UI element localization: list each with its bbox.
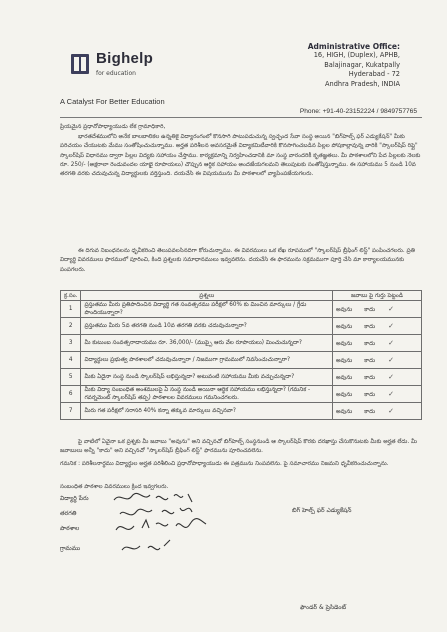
row-answer[interactable] xyxy=(333,403,422,420)
no-option[interactable]: కాదు xyxy=(364,391,376,398)
row-answer[interactable] xyxy=(333,386,422,403)
row-answer[interactable] xyxy=(333,352,422,369)
table-row xyxy=(61,352,422,369)
office-line: 16, HIGH, (Duplex), APHB, xyxy=(313,51,400,60)
table-row xyxy=(61,335,422,352)
row-question: మీ కుటుంబ సంవత్సరాదాయము రూ. 36,000/- (ముప్పై ఆరు వేల రూపాయలు) మించుచున్నదా? xyxy=(81,335,333,352)
checkmark-icon: ✓ xyxy=(388,406,394,415)
no-option[interactable]: కాదు xyxy=(364,408,376,415)
school-label: పాఠశాల xyxy=(60,525,80,532)
letter-paragraph-2: ఈ దిగువ నిబంధనలను ధృవీకరించి తెలుపవలసినదిగా కోరుచున్నాము. ఈ వివరములు ఒక లేఖ రూపములో "స్కాలర్‌షిప్ బ్రీఫింగ్ లిస్ట్" పంపించగలరు. ప్రతి విద్యార్థి వివరములు ఫారములో పూరించి, కింది ప్రశ్నలకు సమాధానములు ఇవ్వవలెను. దయచేసి ఈ ఫారమును సక్రమముగా పూర్తి చేసి మా కార్యాలయమునకు పంపగలరు. xyxy=(60,248,415,273)
office-title: Administrative Office: xyxy=(307,42,400,51)
row-question: మీకు ఏదైనా సంస్థ నుండి స్కాలర్‌షిప్ లభిస్తున్నదా? అటువంటి సహాయము మీకు వచ్చుచున్నదా? xyxy=(81,369,333,386)
table-row xyxy=(61,369,422,386)
row-question: మీకు విద్యా సంబంధిత అంశములపై ఏ సంస్థ నుండి అయినా ఆర్థిక సహాయము లభిస్తున్నదా? (గమనిక - గవర్నమెంట్ స్కాలర్‌షిప్ తప్ప) పాఠశాలల వివరములు గమనించగలరు. xyxy=(81,386,333,403)
header-divider xyxy=(60,117,422,118)
brand-name: Bighelp xyxy=(96,50,154,67)
brand-subtitle: for education xyxy=(96,70,136,77)
no-option[interactable]: కాదు xyxy=(364,340,376,347)
organization-label: బిగ్ హెల్ప్ ఫర్ ఎడ్యుకేషన్ xyxy=(292,507,352,514)
table-header-row xyxy=(61,291,422,301)
letter-paragraph-1: భారతదేశములోని అనేక బాలబాలికల ఉన్నతికై విద్యారంగంలో కొనసాగి పాటుపడుచున్న స్వచ్ఛంద సేవా సంస్థ అయిన "బిగ్‌హెల్ప్ ఫర్ ఎడ్యుకేషన్" మీకు పరిచయం చేయుటకు మేము సంతోషించుచున్నాము. అర్హత పరిశీలన అవసరమైతే విద్యాకమిటీవారికి కొనసాగించబడిన పిల్లల పోషకాల్లావున్న వారికి "స్కాలర్‌షిప్ రిప్లై" స్కాలర్‌షిప్ విధానము ద్వారా పిల్లల విద్యకు సహాయం చేస్తాము. కార్యక్రమాన్ని నిర్వహించడానికి మా సంస్థ వారందరికీ కృతజ్ఞతలు. మీ పాఠశాలలోని పేద పిల్లలకు నెలకు రూ. 250/- (అక్షరాలా రెండువందల యాభై రూపాయలు) చొప్పున ఆర్థిక సహాయం అందజేయగలమని తెలుపుటకు సంతోషిస్తున్నాము. ఈ సహాయము 5 నుండి 10వ తరగతి వరకు చదువుచున్న విద్యార్థులకు వర్తిస్తుంది. దయచేసి ఈ విషయమును మీ పాఠశాలలో వ్యాపింపజేయగలరు. xyxy=(60,134,421,178)
yes-option[interactable]: అవును xyxy=(336,408,353,415)
table-row xyxy=(61,318,422,335)
no-option[interactable]: కాదు xyxy=(364,374,376,381)
row-number: 5 xyxy=(61,369,81,386)
row-answer[interactable] xyxy=(333,301,422,318)
row-number: 7 xyxy=(61,403,81,420)
checkmark-icon: ✓ xyxy=(388,304,394,313)
yes-option[interactable]: అవును xyxy=(336,323,353,330)
col-header-sn: క్ర.సం. xyxy=(61,291,81,301)
row-answer[interactable] xyxy=(333,335,422,352)
table-row xyxy=(61,301,422,318)
no-option[interactable]: కాదు xyxy=(364,357,376,364)
table-row xyxy=(61,403,422,420)
book-logo-icon xyxy=(70,52,90,76)
class-label: తరగతి xyxy=(60,510,77,517)
handwritten-entries-signature xyxy=(112,490,222,560)
salutation: ప్రియమైన ప్రధానోపాధ్యాయుడు లేక గ్రామాధికారి, xyxy=(60,124,166,130)
row-question: ప్రస్తుతము మీరు 5వ తరగతి నుండి 10వ తరగతి వరకు చదువుచున్నారా? xyxy=(81,318,333,335)
yes-option[interactable]: అవును xyxy=(336,391,353,398)
checkmark-icon: ✓ xyxy=(388,389,394,398)
note-paragraph: గమనిక : పరిశీలనార్థము విద్యార్థుల అర్హత పరిశీలించి ప్రధానోపాధ్యాయుడు ఈ పత్రమును నింపవలెను. పై సమాచారము నిజమని ధృవీకరించుచున్నాను. xyxy=(60,461,389,467)
founder-label: ఫౌండర్ & ప్రెసిడెంట్ xyxy=(300,604,347,611)
row-answer[interactable] xyxy=(333,369,422,386)
table-row xyxy=(61,386,422,403)
row-question: మీరు గత పరీక్షలో సరాసరి 40% కన్నా తక్కువ మార్కులు వచ్చినవా? xyxy=(81,403,333,420)
checkmark-icon: ✓ xyxy=(388,338,394,347)
eligibility-table xyxy=(60,290,422,420)
checkmark-icon: ✓ xyxy=(388,372,394,381)
office-line: Hyderabad - 72 xyxy=(348,70,400,79)
row-question: ప్రస్తుతము మీరు ప్రతిపాదించిన విద్యార్థి గత సంవత్సరము పరీక్షలో 60% కు మించిన మార్కులు / గ్రేడు పొందియున్నారా? xyxy=(81,301,333,318)
office-line: Andhra Pradesh, INDIA xyxy=(325,79,400,88)
student-name-label: విద్యార్థి పేరు xyxy=(60,495,89,502)
yes-option[interactable]: అవును xyxy=(336,306,353,313)
office-address xyxy=(270,42,400,89)
row-number: 4 xyxy=(61,352,81,369)
row-answer[interactable] xyxy=(333,318,422,335)
yes-option[interactable]: అవును xyxy=(336,374,353,381)
col-header-answer: జవాబు పై గుర్తు పెట్టండి xyxy=(333,291,422,301)
checkmark-icon: ✓ xyxy=(388,321,394,330)
row-number: 1 xyxy=(61,301,81,318)
checkmark-icon: ✓ xyxy=(388,355,394,364)
yes-option[interactable]: అవును xyxy=(336,357,353,364)
row-number: 2 xyxy=(61,318,81,335)
tagline: A Catalyst For Better Education xyxy=(60,97,165,106)
eligibility-paragraph: పై వాటిలో ఏవైనా ఒక ప్రశ్నకు మీ జవాబు "అవును" అని వచ్చినచో బిగ్‌హెల్ప్ సంస్థనుండి ఆ స్కాలర్‌షిప్ కొరకు దరఖాస్తు చేసుకొనుటకు మీకు అర్హత లేదు. మీ జవాబులు అన్నీ "కాదు" అని వచ్చినచో "స్కాలర్‌షిప్ బ్రీఫింగ్ లిస్ట్" ఫారమును పూరించవలెను. xyxy=(60,439,418,455)
col-header-question: ప్రశ్నలు xyxy=(81,291,333,301)
no-option[interactable]: కాదు xyxy=(364,323,376,330)
no-option[interactable]: కాదు xyxy=(364,306,376,313)
yes-option[interactable]: అవును xyxy=(336,340,353,347)
row-question: విద్యార్థులు ప్రభుత్వ పాఠశాలలో చదువుచున్నారా / నిజముగా గ్రామములో నివసించుచున్నారా? xyxy=(81,352,333,369)
row-number: 3 xyxy=(61,335,81,352)
request-line: సంబంధిత పాఠశాల వివరములు క్రింద ఇవ్వగలరు. xyxy=(60,484,169,490)
row-number: 6 xyxy=(61,386,81,403)
office-phone: Phone: +91-40-23152224 / 9849757765 xyxy=(299,108,417,115)
office-line: Balajinagar, Kukatpally xyxy=(324,60,400,69)
village-label: గ్రామము xyxy=(60,545,81,552)
